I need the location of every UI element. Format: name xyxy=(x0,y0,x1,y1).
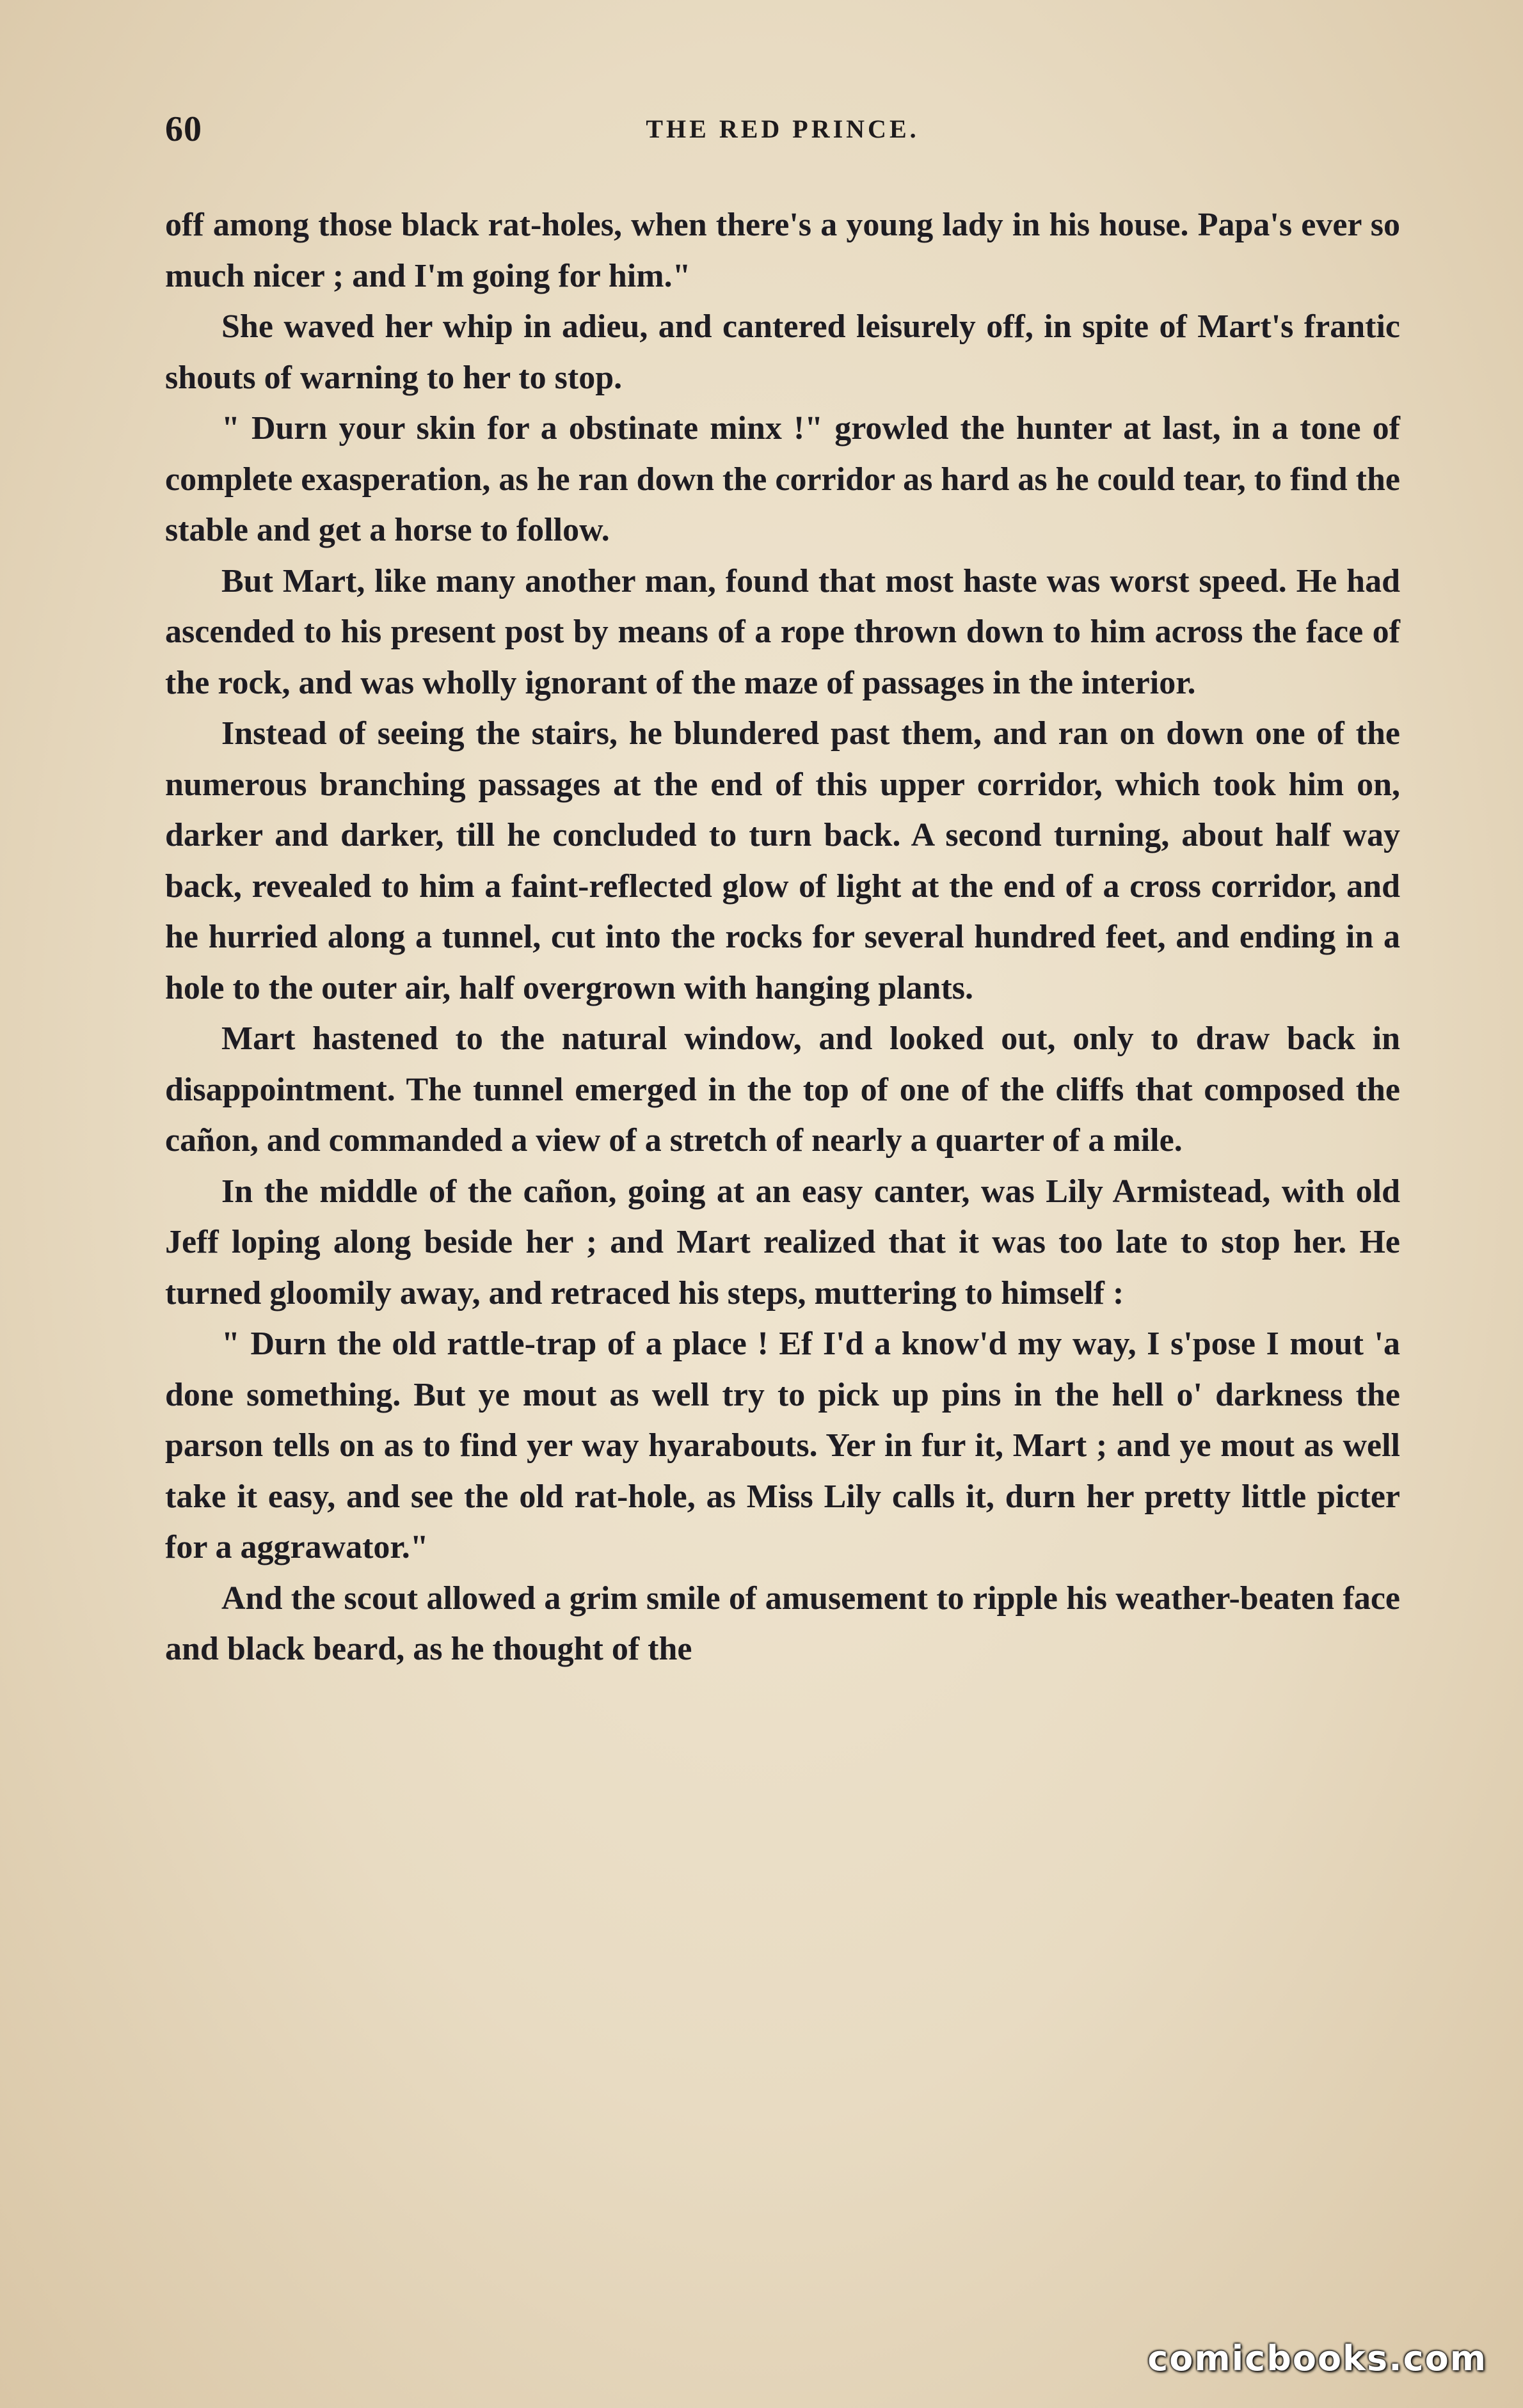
running-head: THE RED PRINCE. xyxy=(646,115,920,143)
paragraph: " Durn the old rattle-trap of a place ! Ef I'd a know'd my way, I s'pose I mout 'a done something. But ye mout as well try to pick up pins in the hell o' darkness the parson tells on as to find yer way hyarabouts. Yer in fur it, Mart ; and ye mout as well take it easy, and see the old rat-hole, as Miss Lily calls it, durn her pretty little picter for a aggrawator." xyxy=(165,1326,1400,1565)
page-header xyxy=(165,109,1400,160)
paragraph: Instead of seeing the stairs, he blundered past them, and ran on down one of the numerous branching passages at the end of this upper corridor, which took him on, darker and darker, till he concluded to turn back. A second turning, about half way back, revealed to him a faint-reflected glow of light at the end of a cross corridor, and he hurried along a tunnel, cut into the rocks for several hundred feet, and ending in a hole to the outer air, half overgrown with hanging plants. xyxy=(165,715,1400,1006)
paragraph: Mart hastened to the natural window, and looked out, only to draw back in disappointment. The tunnel emerged in the top of one of the cliffs that composed the cañon, and commanded a view of a stretch of nearly a quarter of a mile. xyxy=(165,1020,1400,1159)
paragraph: But Mart, like many another man, found that most haste was worst speed. He had ascended to his present post by means of a rope thrown down to him across the face of the rock, and was wholly ignorant of the maze of passages in the interior. xyxy=(165,562,1400,701)
watermark: comicbooks.com xyxy=(1147,2338,1487,2379)
paragraph: And the scout allowed a grim smile of amusement to ripple his weather-beaten face and black beard, as he thought of the xyxy=(165,1580,1400,1667)
paragraph: off among those black rat-holes, when there's a young lady in his house. Papa's ever so much nicer ; and I'm going for him." xyxy=(165,207,1400,294)
paragraph: In the middle of the cañon, going at an easy canter, was Lily Armistead, with old Jeff loping along beside her ; and Mart realized that it was too late to stop her. He turned gloomily away, and retraced his steps, muttering to himself : xyxy=(165,1173,1400,1311)
paragraph: " Durn your skin for a obstinate minx !" growled the hunter at last, in a tone of complete exasperation, as he ran down the corridor as hard as he could tear, to find the stable and get a horse to follow. xyxy=(165,410,1400,548)
paragraph: She waved her whip in adieu, and cantered leisurely off, in spite of Mart's frantic shouts of warning to her to stop. xyxy=(165,308,1400,396)
page-number: 60 xyxy=(165,109,202,149)
text-body xyxy=(165,200,1400,1675)
